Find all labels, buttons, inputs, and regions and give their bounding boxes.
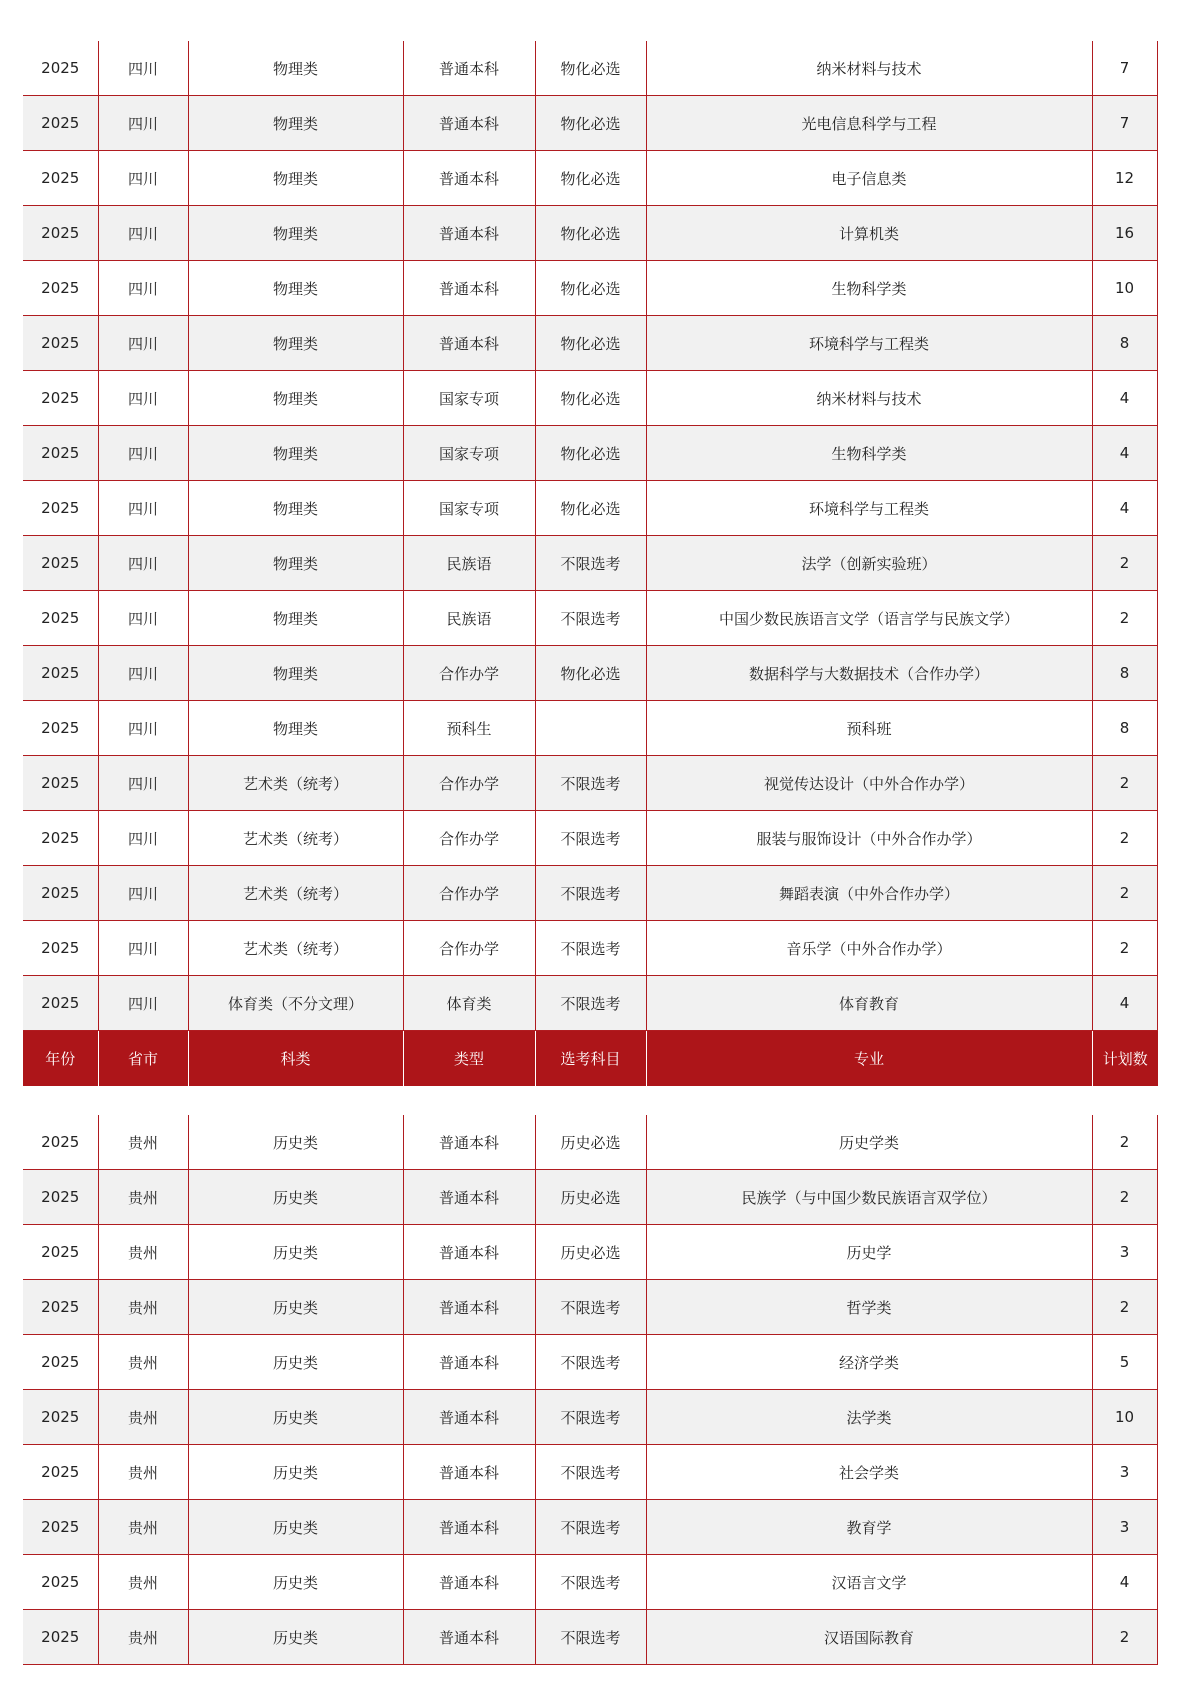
category-cell: 历史类 (188, 1445, 403, 1500)
province-cell: 四川 (98, 96, 188, 151)
type-cell: 民族语 (403, 591, 535, 646)
category-cell: 物理类 (188, 151, 403, 206)
year-cell: 2025 (23, 536, 98, 591)
major-cell: 历史学类 (646, 1115, 1092, 1170)
count-cell: 2 (1092, 536, 1157, 591)
category-cell: 历史类 (188, 1280, 403, 1335)
table-row (23, 151, 1157, 206)
subjects-cell: 不限选考 (535, 591, 646, 646)
table-row (23, 976, 1157, 1031)
table-row (23, 206, 1157, 261)
category-cell: 物理类 (188, 41, 403, 96)
subjects-cell: 历史必选 (535, 1115, 646, 1170)
year-cell: 2025 (23, 1115, 98, 1170)
table-row (23, 1280, 1157, 1335)
major-cell: 汉语言文学 (646, 1555, 1092, 1610)
province-cell: 贵州 (98, 1500, 188, 1555)
count-cell: 4 (1092, 976, 1157, 1031)
count-cell: 8 (1092, 701, 1157, 756)
guizhou-table-body (23, 1115, 1157, 1665)
type-cell: 普通本科 (403, 151, 535, 206)
province-cell: 四川 (98, 866, 188, 921)
guizhou-plan-table (23, 1115, 1158, 1665)
major-cell: 法学（创新实验班） (646, 536, 1092, 591)
table-row (23, 701, 1157, 756)
table-row (23, 1445, 1157, 1500)
major-cell: 环境科学与工程类 (646, 481, 1092, 536)
category-cell: 历史类 (188, 1555, 403, 1610)
type-cell: 普通本科 (403, 1225, 535, 1280)
major-cell: 社会学类 (646, 1445, 1092, 1500)
type-cell: 普通本科 (403, 1390, 535, 1445)
table-row (23, 1555, 1157, 1610)
category-cell: 物理类 (188, 536, 403, 591)
category-cell: 物理类 (188, 316, 403, 371)
year-cell: 2025 (23, 811, 98, 866)
count-cell: 10 (1092, 261, 1157, 316)
year-cell: 2025 (23, 1500, 98, 1555)
category-cell: 历史类 (188, 1610, 403, 1665)
subjects-cell: 不限选考 (535, 1445, 646, 1500)
category-cell: 艺术类（统考） (188, 811, 403, 866)
year-cell: 2025 (23, 41, 98, 96)
type-cell: 预科生 (403, 701, 535, 756)
table-row (23, 481, 1157, 536)
province-cell: 贵州 (98, 1445, 188, 1500)
count-cell: 2 (1092, 921, 1157, 976)
sichuan-table-body (23, 41, 1157, 1031)
year-cell: 2025 (23, 316, 98, 371)
type-cell: 民族语 (403, 536, 535, 591)
province-cell: 贵州 (98, 1170, 188, 1225)
type-cell: 合作办学 (403, 866, 535, 921)
province-cell: 四川 (98, 921, 188, 976)
type-cell: 普通本科 (403, 96, 535, 151)
subjects-cell: 不限选考 (535, 866, 646, 921)
header-major: 专业 (646, 1031, 1092, 1086)
table-row (23, 756, 1157, 811)
category-cell: 历史类 (188, 1335, 403, 1390)
table-row (23, 591, 1157, 646)
year-cell: 2025 (23, 976, 98, 1031)
count-cell: 2 (1092, 756, 1157, 811)
province-cell: 贵州 (98, 1390, 188, 1445)
subjects-cell: 物化必选 (535, 206, 646, 261)
subjects-cell: 不限选考 (535, 1610, 646, 1665)
table-row (23, 1225, 1157, 1280)
count-cell: 4 (1092, 371, 1157, 426)
count-cell: 8 (1092, 316, 1157, 371)
type-cell: 合作办学 (403, 756, 535, 811)
header-subjects: 选考科目 (535, 1031, 646, 1086)
province-cell: 四川 (98, 811, 188, 866)
province-cell: 四川 (98, 976, 188, 1031)
type-cell: 合作办学 (403, 921, 535, 976)
year-cell: 2025 (23, 371, 98, 426)
type-cell: 普通本科 (403, 1555, 535, 1610)
major-cell: 电子信息类 (646, 151, 1092, 206)
table-row (23, 1335, 1157, 1390)
province-cell: 四川 (98, 206, 188, 261)
type-cell: 普通本科 (403, 261, 535, 316)
category-cell: 物理类 (188, 701, 403, 756)
table-row (23, 1500, 1157, 1555)
major-cell: 数据科学与大数据技术（合作办学） (646, 646, 1092, 701)
major-cell: 经济学类 (646, 1335, 1092, 1390)
major-cell: 教育学 (646, 1500, 1092, 1555)
province-cell: 四川 (98, 591, 188, 646)
subjects-cell (535, 701, 646, 756)
year-cell: 2025 (23, 921, 98, 976)
category-cell: 历史类 (188, 1170, 403, 1225)
province-cell: 四川 (98, 646, 188, 701)
category-cell: 艺术类（统考） (188, 756, 403, 811)
year-cell: 2025 (23, 481, 98, 536)
year-cell: 2025 (23, 591, 98, 646)
table-row (23, 1115, 1157, 1170)
province-cell: 贵州 (98, 1335, 188, 1390)
subjects-cell: 物化必选 (535, 96, 646, 151)
subjects-cell: 不限选考 (535, 1390, 646, 1445)
major-cell: 生物科学类 (646, 426, 1092, 481)
category-cell: 历史类 (188, 1225, 403, 1280)
province-cell: 贵州 (98, 1280, 188, 1335)
category-cell: 物理类 (188, 371, 403, 426)
major-cell: 服装与服饰设计（中外合作办学） (646, 811, 1092, 866)
major-cell: 舞蹈表演（中外合作办学） (646, 866, 1092, 921)
count-cell: 4 (1092, 1555, 1157, 1610)
category-cell: 历史类 (188, 1115, 403, 1170)
year-cell: 2025 (23, 1170, 98, 1225)
subjects-cell: 不限选考 (535, 921, 646, 976)
count-cell: 12 (1092, 151, 1157, 206)
type-cell: 普通本科 (403, 1170, 535, 1225)
count-cell: 2 (1092, 1115, 1157, 1170)
province-cell: 四川 (98, 261, 188, 316)
province-cell: 四川 (98, 371, 188, 426)
category-cell: 物理类 (188, 646, 403, 701)
type-cell: 国家专项 (403, 371, 535, 426)
province-cell: 四川 (98, 316, 188, 371)
category-cell: 历史类 (188, 1500, 403, 1555)
count-cell: 10 (1092, 1390, 1157, 1445)
category-cell: 物理类 (188, 481, 403, 536)
count-cell: 2 (1092, 866, 1157, 921)
count-cell: 7 (1092, 96, 1157, 151)
subjects-cell: 不限选考 (535, 536, 646, 591)
year-cell: 2025 (23, 1610, 98, 1665)
table-row (23, 1390, 1157, 1445)
major-cell: 中国少数民族语言文学（语言学与民族文学） (646, 591, 1092, 646)
province-cell: 四川 (98, 41, 188, 96)
subjects-cell: 不限选考 (535, 1335, 646, 1390)
table-row (23, 921, 1157, 976)
type-cell: 国家专项 (403, 426, 535, 481)
year-cell: 2025 (23, 1280, 98, 1335)
count-cell: 2 (1092, 811, 1157, 866)
year-cell: 2025 (23, 1445, 98, 1500)
count-cell: 4 (1092, 426, 1157, 481)
province-cell: 四川 (98, 426, 188, 481)
subjects-cell: 物化必选 (535, 316, 646, 371)
year-cell: 2025 (23, 206, 98, 261)
subjects-cell: 不限选考 (535, 756, 646, 811)
year-cell: 2025 (23, 1225, 98, 1280)
type-cell: 普通本科 (403, 41, 535, 96)
type-cell: 体育类 (403, 976, 535, 1031)
type-cell: 普通本科 (403, 1500, 535, 1555)
type-cell: 合作办学 (403, 811, 535, 866)
major-cell: 生物科学类 (646, 261, 1092, 316)
year-cell: 2025 (23, 701, 98, 756)
province-cell: 四川 (98, 756, 188, 811)
type-cell: 普通本科 (403, 1610, 535, 1665)
major-cell: 法学类 (646, 1390, 1092, 1445)
table-row (23, 371, 1157, 426)
category-cell: 历史类 (188, 1390, 403, 1445)
table-row (23, 316, 1157, 371)
table-row (23, 41, 1157, 96)
year-cell: 2025 (23, 646, 98, 701)
table-row (23, 866, 1157, 921)
category-cell: 物理类 (188, 206, 403, 261)
category-cell: 艺术类（统考） (188, 866, 403, 921)
count-cell: 2 (1092, 1280, 1157, 1335)
count-cell: 3 (1092, 1445, 1157, 1500)
count-cell: 5 (1092, 1335, 1157, 1390)
table-row (23, 646, 1157, 701)
type-cell: 普通本科 (403, 1445, 535, 1500)
subjects-cell: 不限选考 (535, 1280, 646, 1335)
header-row (23, 1031, 1158, 1086)
subjects-cell: 物化必选 (535, 41, 646, 96)
table-row (23, 536, 1157, 591)
year-cell: 2025 (23, 151, 98, 206)
header-category: 科类 (188, 1031, 403, 1086)
count-cell: 7 (1092, 41, 1157, 96)
table-row (23, 426, 1157, 481)
major-cell: 纳米材料与技术 (646, 371, 1092, 426)
header-year: 年份 (23, 1031, 98, 1086)
subjects-cell: 不限选考 (535, 1555, 646, 1610)
subjects-cell: 物化必选 (535, 646, 646, 701)
major-cell: 哲学类 (646, 1280, 1092, 1335)
count-cell: 4 (1092, 481, 1157, 536)
table-row (23, 1610, 1157, 1665)
category-cell: 物理类 (188, 426, 403, 481)
major-cell: 计算机类 (646, 206, 1092, 261)
header-type: 类型 (403, 1031, 535, 1086)
count-cell: 2 (1092, 1610, 1157, 1665)
subjects-cell: 不限选考 (535, 976, 646, 1031)
count-cell: 16 (1092, 206, 1157, 261)
province-cell: 四川 (98, 151, 188, 206)
count-cell: 2 (1092, 591, 1157, 646)
subjects-cell: 不限选考 (535, 1500, 646, 1555)
year-cell: 2025 (23, 1335, 98, 1390)
province-cell: 四川 (98, 536, 188, 591)
subjects-cell: 物化必选 (535, 371, 646, 426)
major-cell: 民族学（与中国少数民族语言双学位） (646, 1170, 1092, 1225)
year-cell: 2025 (23, 426, 98, 481)
count-cell: 2 (1092, 1170, 1157, 1225)
subjects-cell: 历史必选 (535, 1225, 646, 1280)
year-cell: 2025 (23, 261, 98, 316)
header-count: 计划数 (1092, 1031, 1158, 1086)
table-row (23, 96, 1157, 151)
province-cell: 贵州 (98, 1610, 188, 1665)
type-cell: 普通本科 (403, 1280, 535, 1335)
sichuan-plan-table (23, 41, 1158, 1031)
year-cell: 2025 (23, 1390, 98, 1445)
subjects-cell: 不限选考 (535, 811, 646, 866)
category-cell: 物理类 (188, 591, 403, 646)
subjects-cell: 物化必选 (535, 426, 646, 481)
major-cell: 环境科学与工程类 (646, 316, 1092, 371)
count-cell: 8 (1092, 646, 1157, 701)
category-cell: 物理类 (188, 96, 403, 151)
major-cell: 预科班 (646, 701, 1092, 756)
province-cell: 贵州 (98, 1225, 188, 1280)
type-cell: 普通本科 (403, 1115, 535, 1170)
count-cell: 3 (1092, 1500, 1157, 1555)
table-header (23, 1031, 1158, 1086)
major-cell: 汉语国际教育 (646, 1610, 1092, 1665)
type-cell: 合作办学 (403, 646, 535, 701)
major-cell: 音乐学（中外合作办学） (646, 921, 1092, 976)
year-cell: 2025 (23, 1555, 98, 1610)
table-row (23, 261, 1157, 316)
category-cell: 体育类（不分文理） (188, 976, 403, 1031)
table-row (23, 811, 1157, 866)
category-cell: 艺术类（统考） (188, 921, 403, 976)
province-cell: 四川 (98, 481, 188, 536)
major-cell: 视觉传达设计（中外合作办学） (646, 756, 1092, 811)
subjects-cell: 物化必选 (535, 261, 646, 316)
type-cell: 普通本科 (403, 1335, 535, 1390)
subjects-cell: 物化必选 (535, 151, 646, 206)
subjects-cell: 历史必选 (535, 1170, 646, 1225)
subjects-cell: 物化必选 (535, 481, 646, 536)
count-cell: 3 (1092, 1225, 1157, 1280)
province-cell: 贵州 (98, 1115, 188, 1170)
major-cell: 历史学 (646, 1225, 1092, 1280)
type-cell: 普通本科 (403, 316, 535, 371)
type-cell: 国家专项 (403, 481, 535, 536)
major-cell: 体育教育 (646, 976, 1092, 1031)
table-row (23, 1170, 1157, 1225)
major-cell: 光电信息科学与工程 (646, 96, 1092, 151)
province-cell: 贵州 (98, 1555, 188, 1610)
year-cell: 2025 (23, 96, 98, 151)
category-cell: 物理类 (188, 261, 403, 316)
header-province: 省市 (98, 1031, 188, 1086)
year-cell: 2025 (23, 756, 98, 811)
major-cell: 纳米材料与技术 (646, 41, 1092, 96)
province-cell: 四川 (98, 701, 188, 756)
year-cell: 2025 (23, 866, 98, 921)
type-cell: 普通本科 (403, 206, 535, 261)
